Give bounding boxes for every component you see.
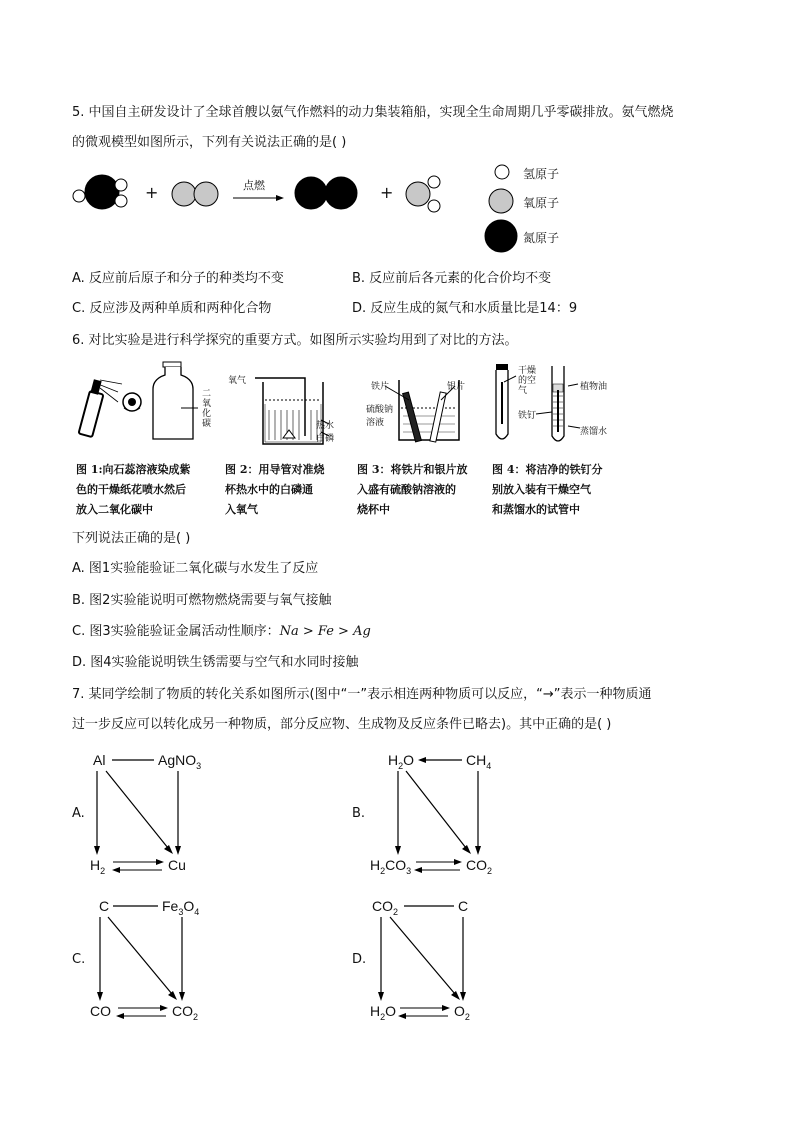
q5-option-a: A. 反应前后原子和分子的种类均不变	[72, 271, 284, 286]
figure-2-caption: 图 2：用导管对准烧 杯热水中的白磷通 入氧气	[225, 463, 325, 516]
diagram-a-label: A.	[72, 806, 85, 821]
diagram-d-h2o: $H_2O$	[370, 1003, 397, 1022]
q6-prompt: 下列说法正确的是( )	[72, 531, 191, 546]
q6-option-a: A. 图1实验能验证二氧化碳与水发生了反应	[72, 561, 319, 576]
q5-option-c: C. 反应涉及两种单质和两种化合物	[72, 301, 272, 316]
q7-stem-line1: 7. 某同学绘制了物质的转化关系如图所示(图中“一”表示相连两种物质可以反应，“→”表示一种物质通	[72, 687, 652, 702]
diagram-b-co2: $CO_2$	[466, 857, 493, 876]
diagram-d-o2: $O_2$	[454, 1003, 470, 1022]
legend-nitrogen-label: 氮原子	[523, 231, 560, 245]
q5-option-d: D. 反应生成的氮气和水质量比是14：9	[352, 301, 578, 316]
q6-option-d: D. 图4实验能说明铁生锈需要与空气和水同时接触	[72, 655, 359, 670]
q6-option-c-math: Na > Fe > Ag	[279, 624, 371, 639]
fig4-water-label: 蒸馏水	[580, 427, 608, 437]
diagram-b-h2o: $H_2O$	[388, 752, 415, 771]
fig3-iron-label: 铁片	[371, 382, 390, 392]
diagram-b-ch4: $CH_4$	[466, 752, 492, 771]
fig2-oxygen-label: 氧气	[228, 376, 247, 386]
q7-stem-line2: 过一步反应可以转化成另一种物质，部分反应物、生成物及反应条件已略去)。其中正确的是( )	[72, 717, 612, 732]
diagram-c-c: C	[99, 898, 110, 914]
plus-sign: +	[380, 183, 394, 202]
q5-stem-line2: 的微观模型如图所示，下列有关说法正确的是( )	[72, 135, 347, 150]
q5-stem-line1: 5. 中国自主研发设计了全球首艘以氨气作燃料的动力集装箱船，实现全生命周期几乎零碳排放。氨气燃烧	[72, 105, 674, 120]
legend-hydrogen-label: 氢原子	[523, 167, 560, 181]
fig2-phosphorus-label: 白磷	[316, 434, 335, 444]
diagram-c-co: CO	[90, 1003, 111, 1019]
q6-option-c-text: C. 图3实验能验证金属活动性顺序：	[72, 624, 280, 639]
figure-3-caption: 图 3：将铁片和银片放 入盛有硫酸钠溶液的 烧杯中	[357, 463, 468, 516]
diagram-a-al: Al	[93, 752, 106, 768]
diagram-c-label: C.	[72, 952, 86, 967]
legend-oxygen-label: 氧原子	[523, 196, 560, 210]
figure-4-caption: 图 4：将洁净的铁钉分 别放入装有干燥空气 和蒸馏水的试管中	[492, 463, 603, 516]
diagram-c-co2: $CO_2$	[172, 1003, 199, 1022]
diagram-c-fe3o4: $Fe_3O_4$	[162, 898, 200, 917]
diagram-d-co2: $CO_2$	[372, 898, 399, 917]
figure-1-caption: 图 1:向石蕊溶液染成紫 色的干燥纸花喷水然后 放入二氧化碳中	[76, 463, 191, 516]
fig4-oil-label: 植物油	[580, 382, 608, 392]
fig4-dry-air-label: 干燥的空气	[518, 366, 537, 396]
fig4-nail-label: 铁钉	[518, 411, 537, 421]
diagram-a-agno3: AgNO$_3$	[158, 752, 202, 771]
diagram-a-h2: $H_2$	[90, 857, 106, 876]
diagram-b-h2co3: $H_2CO_3$	[370, 857, 412, 876]
fig3-silver-label: 银片	[447, 382, 466, 392]
q5-option-b: B. 反应前后各元素的化合价均不变	[352, 271, 552, 286]
diagram-d-c: C	[458, 898, 469, 914]
diagram-d-label: D.	[352, 952, 367, 967]
q6-stem: 6. 对比实验是进行科学探究的重要方式。如图所示实验均用到了对比的方法。	[72, 333, 518, 348]
reaction-condition: 点燃	[243, 179, 265, 192]
plus-sign: +	[145, 183, 159, 202]
fig2-hotwater-label: 热水	[316, 421, 335, 431]
diagram-b-label: B.	[352, 806, 366, 821]
diagram-a-cu: Cu	[168, 857, 186, 873]
fig3-solution-label: 硫酸钠溶液	[366, 405, 394, 428]
fig1-gas-label: 二氧化碳	[200, 388, 210, 428]
q6-option-b: B. 图2实验能说明可燃物燃烧需要与氧气接触	[72, 593, 332, 608]
